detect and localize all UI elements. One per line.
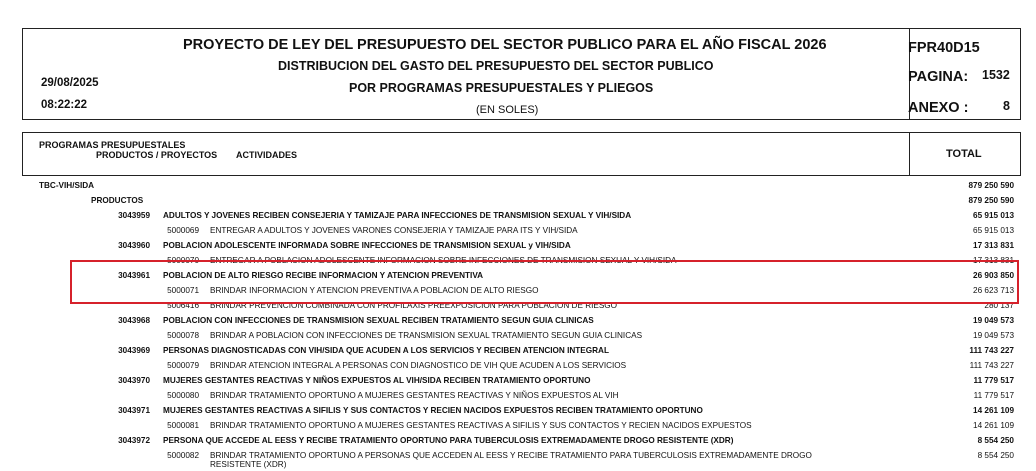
row-amount: 19 049 573 (973, 316, 1014, 325)
report-subtitle-1: DISTRIBUCION DEL GASTO DEL PRESUPUESTO DEL SECTOR PUBLICO (278, 59, 714, 73)
row-description: MUJERES GESTANTES REACTIVAS A SIFILIS Y SUS CONTACTOS Y RECIEN NACIDOS EXPUESTOS RECIBEN TRATAMIENTO OPORTUNO (163, 406, 703, 415)
table-row (0, 450, 1036, 469)
row-description: BRINDAR ATENCION INTEGRAL A PERSONAS CON DIAGNOSTICO DE VIH QUE ACUDEN A LOS SERVICIOS (210, 361, 627, 370)
row-description: BRINDAR A POBLACION CON INFECCIONES DE TRANSMISION SEXUAL TRATAMIENTO SEGUN GUIA CLINICAS (210, 331, 643, 340)
row-amount: 8 554 250 (977, 451, 1014, 460)
row-amount: 8 554 250 (977, 436, 1014, 445)
row-description: BRINDAR TRATAMIENTO OPORTUNO A MUJERES GESTANTES REACTIVAS Y NIÑOS EXPUESTOS AL VIH (210, 391, 619, 400)
row-description: MUJERES GESTANTES REACTIVAS Y NIÑOS EXPUESTOS AL VIH/SIDA RECIBEN TRATAMIENTO OPORTUNO (163, 376, 591, 385)
row-amount: 14 261 109 (973, 406, 1014, 415)
row-amount: 879 250 590 (968, 181, 1014, 190)
table-row (0, 375, 1036, 387)
row-description: BRINDAR INFORMACION Y ATENCION PREVENTIVA A POBLACION DE ALTO RIESGO (210, 286, 539, 295)
column-programs: PROGRAMAS PRESUPUESTALES (39, 140, 186, 150)
row-amount: 280 137 (984, 301, 1014, 310)
page-label: PAGINA: (908, 69, 969, 85)
row-code: 5000080 (167, 391, 199, 400)
row-description: PERSONA QUE ACCEDE AL EESS Y RECIBE TRATAMIENTO OPORTUNO PARA TUBERCULOSIS EXTREMADAMENTE DROGO RESISTENTE (XDR) (163, 436, 734, 445)
row-description: BRINDAR TRATAMIENTO OPORTUNO A PERSONAS QUE ACCEDEN AL EESS Y RECIBE TRATAMIENTO PARA TUBERCULOSIS EXTREMADAMENTE DROGO (210, 451, 812, 460)
row-amount: 14 261 109 (973, 421, 1014, 430)
table-row (0, 225, 1036, 237)
row-code: 3043968 (118, 316, 150, 325)
column-total: TOTAL (946, 148, 982, 160)
row-amount: 111 743 227 (969, 346, 1014, 355)
table-row (0, 180, 1036, 192)
row-code: 3043971 (118, 406, 150, 415)
row-code: 5000078 (167, 331, 199, 340)
row-description: POBLACION ADOLESCENTE INFORMADA SOBRE INFECCIONES DE TRANSMISION SEXUAL y VIH/SIDA (163, 241, 571, 250)
row-code: 5000082 (167, 451, 199, 460)
row-amount: 11 779 517 (973, 391, 1014, 400)
report-title: PROYECTO DE LEY DEL PRESUPUESTO DEL SECTOR PUBLICO PARA EL AÑO FISCAL 2026 (183, 37, 827, 53)
row-amount: 26 903 850 (973, 271, 1014, 280)
report-units: (EN SOLES) (476, 104, 539, 116)
table-row (0, 435, 1036, 447)
table-row (0, 330, 1036, 342)
row-amount: 17 313 831 (973, 256, 1014, 265)
row-code: 5000069 (167, 226, 199, 235)
page-number: 1532 (982, 68, 1010, 82)
row-code: 5006416 (167, 301, 199, 310)
table-row (0, 360, 1036, 372)
row-description: TBC-VIH/SIDA (39, 181, 95, 190)
annex-number: 8 (1003, 99, 1010, 113)
row-code: 5000081 (167, 421, 199, 430)
row-amount: 111 743 227 (969, 361, 1014, 370)
column-activities: ACTIVIDADES (236, 150, 298, 160)
row-amount: 65 915 013 (973, 226, 1014, 235)
column-products: PRODUCTOS / PROYECTOS (96, 150, 218, 160)
row-code: 3043960 (118, 241, 150, 250)
row-description: ENTREGAR A ADULTOS Y JOVENES VARONES CONSEJERIA Y TAMIZAJE PARA ITS Y VIH/SIDA (210, 226, 578, 235)
row-description: POBLACION CON INFECCIONES DE TRANSMISION SEXUAL RECIBEN TRATAMIENTO SEGUN GUIA CLINICAS (163, 316, 594, 325)
row-description: BRINDAR PREVENCION COMBINADA CON PROFILAXIS PREEXPOSICION PARA POBLACION DE RIESGO (210, 301, 618, 310)
highlight-box (70, 260, 1019, 304)
row-code: 3043969 (118, 346, 150, 355)
row-description: ADULTOS Y JOVENES RECIBEN CONSEJERIA Y TAMIZAJE PARA INFECCIONES DE TRANSMISION SEXUAL Y VIH/SIDA (163, 211, 632, 220)
report-time: 08:22:22 (41, 99, 88, 111)
report-date: 29/08/2025 (41, 77, 99, 89)
row-code: 5000070 (167, 256, 199, 265)
column-divider (909, 133, 910, 175)
row-code: 5000079 (167, 361, 199, 370)
row-description: PERSONAS DIAGNOSTICADAS CON VIH/SIDA QUE ACUDEN A LOS SERVICIOS Y RECIBEN ATENCION INTEGRAL (163, 346, 609, 355)
table-row (0, 315, 1036, 327)
report-code: FPR40D15 (908, 40, 980, 56)
row-amount: 26 623 713 (973, 286, 1014, 295)
annex-label: ANEXO : (908, 100, 969, 116)
row-description: PRODUCTOS (91, 196, 144, 205)
table-row (0, 390, 1036, 402)
table-row (0, 210, 1036, 222)
table-row (0, 405, 1036, 417)
table-row (0, 420, 1036, 432)
row-code: 3043959 (118, 211, 150, 220)
row-code: 3043972 (118, 436, 150, 445)
row-amount: 19 049 573 (973, 331, 1014, 340)
row-description: ENTREGAR A POBLACION ADOLESCENTE INFORMACION SOBRE INFECCIONES DE TRANSMISION SEXUAL Y VIH/SIDA (210, 256, 677, 265)
row-code: 3043961 (118, 271, 150, 280)
row-amount: 11 779 517 (973, 376, 1014, 385)
row-description: BRINDAR TRATAMIENTO OPORTUNO A MUJERES GESTANTES REACTIVAS A SIFILIS Y SUS CONTACTOS Y RECIEN NACIDOS EXPUESTOS (210, 421, 752, 430)
row-code: 5000071 (167, 286, 199, 295)
table-row (0, 240, 1036, 252)
row-description-continued: RESISTENTE (XDR) (210, 460, 287, 469)
row-code: 3043970 (118, 376, 150, 385)
row-amount: 879 250 590 (968, 196, 1014, 205)
row-amount: 17 313 831 (973, 241, 1014, 250)
report-subtitle-2: POR PROGRAMAS PRESUPUESTALES Y PLIEGOS (349, 81, 654, 95)
table-row (0, 345, 1036, 357)
table-row (0, 195, 1036, 207)
row-amount: 65 915 013 (973, 211, 1014, 220)
row-description: POBLACION DE ALTO RIESGO RECIBE INFORMACION Y ATENCION PREVENTIVA (163, 271, 484, 280)
